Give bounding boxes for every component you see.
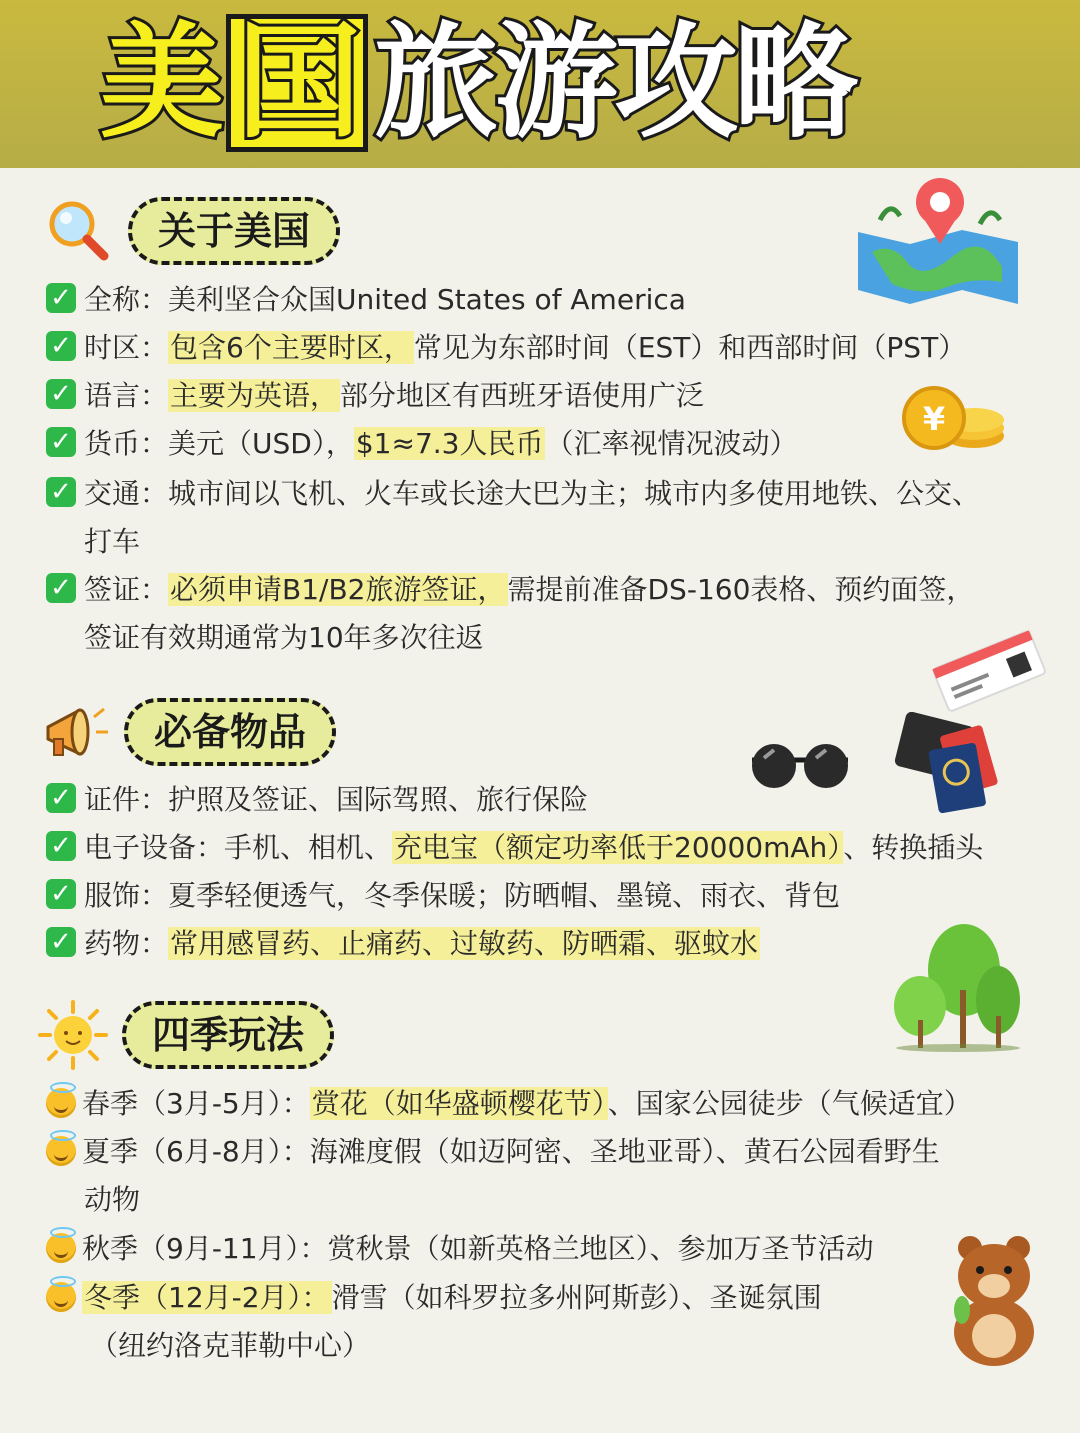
sunglasses-icon	[746, 736, 854, 796]
passport-illustration	[888, 712, 1010, 816]
check-icon: ✓	[46, 783, 76, 813]
page-title	[100, 8, 854, 158]
seasons-row-autumn	[46, 1225, 1040, 1273]
row-label: 证件：	[84, 783, 169, 816]
seasons-row-summer-cont: 动物	[84, 1183, 141, 1216]
row-highlight: 常用感冒药、止痛药、过敏药、防晒霜、驱蚊水	[170, 927, 759, 960]
row-text: 海滩度假（如迈阿密、圣地亚哥）、黄石公园看野生	[309, 1135, 940, 1168]
about-row-language	[46, 372, 1040, 420]
coins-illustration	[900, 384, 1008, 456]
angel-emoji-icon	[46, 1233, 76, 1263]
trees-illustration	[890, 920, 1024, 1052]
row-text: 部分地区有西班牙语使用广泛	[340, 379, 705, 412]
row-label: 签证：	[84, 573, 169, 606]
row-label: 交通：	[84, 477, 169, 510]
angel-emoji-icon	[46, 1088, 76, 1118]
row-highlight: 赏花（如华盛顿樱花节）	[311, 1087, 606, 1120]
section-items-title: 必备物品	[124, 698, 336, 766]
row-label: 夏季（6月-8月）：	[82, 1135, 310, 1168]
seasons-row-summer	[46, 1128, 1040, 1176]
section-seasons-heading	[38, 1000, 334, 1070]
row-pre: 美元（USD），	[168, 427, 354, 460]
about-row-visa-cont: 签证有效期通常为10年多次往返	[84, 621, 484, 654]
row-text: 赏秋景（如新英格兰地区）、参加万圣节活动	[327, 1232, 874, 1265]
check-icon: ✓	[46, 427, 76, 457]
magnifier-icon	[44, 196, 114, 266]
map-pin-illustration	[852, 172, 1024, 312]
row-text: 美利坚合众国United States of America	[168, 283, 686, 316]
items-row-clothing	[46, 872, 1040, 920]
section-seasons-title: 四季玩法	[122, 1001, 334, 1069]
row-label: 货币：	[84, 427, 169, 460]
row-highlight: 必须申请B1/B2旅游签证，	[170, 573, 506, 606]
megaphone-icon	[40, 697, 110, 767]
row-highlight: 充电宝（额定功率低于20000mAh）	[394, 831, 842, 864]
section-about-heading	[44, 196, 340, 266]
check-icon: ✓	[46, 477, 76, 507]
row-label: 电子设备：	[84, 831, 225, 864]
check-icon: ✓	[46, 283, 76, 313]
row-label: 秋季（9月-11月）：	[82, 1232, 328, 1265]
row-label: 春季（3月-5月）：	[82, 1087, 310, 1120]
check-icon: ✓	[46, 927, 76, 957]
about-row-visa	[46, 566, 1040, 614]
row-highlight: $1≈7.3人民币	[355, 427, 544, 460]
check-icon: ✓	[46, 831, 76, 861]
angel-emoji-icon	[46, 1282, 76, 1312]
row-label: 时区：	[84, 331, 169, 364]
items-row-electronics	[46, 824, 1040, 872]
row-label: 药物：	[84, 927, 169, 960]
section-items-heading	[40, 697, 336, 767]
row-text: 需提前准备DS-160表格、预约面签，	[507, 573, 975, 606]
about-row-transport-cont: 打车	[84, 525, 141, 558]
row-text: 滑雪（如科罗拉多州阿斯彭）、圣诞氛围	[331, 1281, 822, 1314]
row-label: 全称：	[84, 283, 169, 316]
about-row-timezone	[46, 324, 1040, 372]
row-pre: 手机、相机、	[224, 831, 393, 864]
angel-emoji-icon	[46, 1136, 76, 1166]
title-part-3: 旅游攻略	[374, 11, 855, 155]
row-text: 常见为东部时间（EST）和西部时间（PST）	[413, 331, 967, 364]
check-icon: ✓	[46, 331, 76, 361]
row-text: 、国家公园徒步（气候适宜）	[607, 1087, 972, 1120]
check-icon: ✓	[46, 379, 76, 409]
seasons-row-spring	[46, 1080, 1040, 1128]
check-icon: ✓	[46, 879, 76, 909]
row-text: 城市间以飞机、火车或长途大巴为主；城市内多使用地铁、公交、	[168, 477, 981, 510]
title-part-1: 美	[100, 11, 221, 155]
row-text: 、转换插头	[843, 831, 984, 864]
row-text: （汇率视情况波动）	[545, 427, 798, 460]
seasons-row-winter	[46, 1274, 1040, 1322]
section-about-title: 关于美国	[128, 197, 340, 265]
row-text: 护照及签证、国际驾照、旅行保险	[168, 783, 589, 816]
row-label: 冬季（12月-2月）：	[84, 1281, 330, 1314]
header-banner	[0, 0, 1080, 168]
svg-text:¥: ¥	[922, 400, 946, 438]
bear-illustration	[942, 1232, 1046, 1370]
title-part-2: 国	[226, 14, 368, 152]
row-label: 服饰：	[84, 879, 169, 912]
check-icon: ✓	[46, 573, 76, 603]
row-highlight: 主要为英语，	[170, 379, 339, 412]
sun-icon	[38, 1000, 108, 1070]
about-row-currency	[46, 420, 1040, 468]
row-text: 夏季轻便透气，冬季保暖；防晒帽、墨镜、雨衣、背包	[168, 879, 841, 912]
row-highlight: 包含6个主要时区，	[170, 331, 412, 364]
seasons-row-winter-cont: （纽约洛克菲勒中心）	[90, 1329, 371, 1362]
row-label: 语言：	[84, 379, 169, 412]
about-row-transport	[46, 470, 1040, 518]
